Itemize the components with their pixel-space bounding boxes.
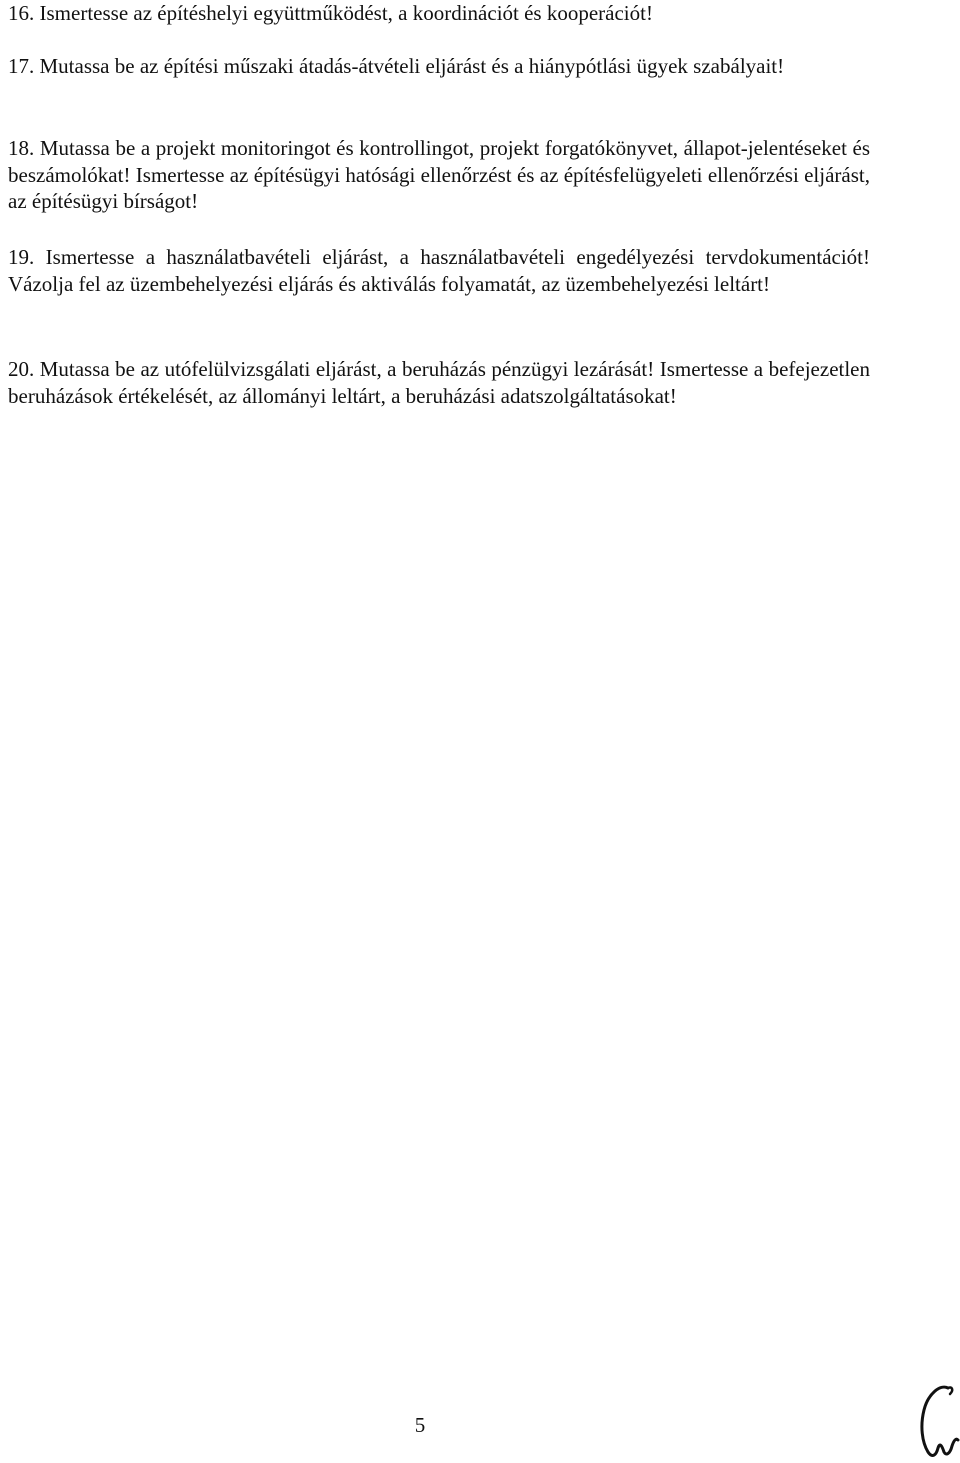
question-text: Mutassa be a projekt monitoringot és kontrollingot, projekt forgatókönyvet, állapot-jelentéseket és beszámolókat! Ismertesse az építésügyi hatósági ellenőrzést és az építésfelügyeleti ellenőrzési eljárást, az építésügyi bírságot! <box>8 136 870 213</box>
question-text: Mutassa be az építési műszaki átadás-átvételi eljárást és a hiánypótlási ügyek szabályait! <box>39 54 785 78</box>
signature-stroke <box>922 1387 958 1455</box>
question-text: Mutassa be az utófelülvizsgálati eljárást, a beruházás pénzügyi lezárását! Ismertesse a befejezetlen beruházások értékelését, az állományi leltárt, a beruházási adatszolgáltatásokat! <box>8 357 870 408</box>
question-number: 19. <box>8 245 35 269</box>
question-number: 16. <box>8 1 35 25</box>
signature-flourish <box>948 1387 952 1394</box>
question-18 <box>8 135 870 215</box>
question-19 <box>8 244 870 297</box>
question-20 <box>8 356 870 409</box>
page-number: 5 <box>414 1413 426 1437</box>
question-text: Ismertesse az építéshelyi együttműködést, a koordinációt és kooperációt! <box>39 1 653 25</box>
question-16 <box>8 0 870 27</box>
question-number: 20. <box>8 357 35 381</box>
question-17 <box>8 53 870 80</box>
signature-mark <box>912 1380 960 1460</box>
question-number: 18. <box>8 136 35 160</box>
question-text: Ismertesse a használatbavételi eljárást, a használatbavételi engedélyezési tervdokumentációt! Vázolja fel az üzembehelyezési eljárás és aktiválás folyamatát, az üzembehelyezési leltárt! <box>8 245 871 296</box>
question-number: 17. <box>8 54 35 78</box>
